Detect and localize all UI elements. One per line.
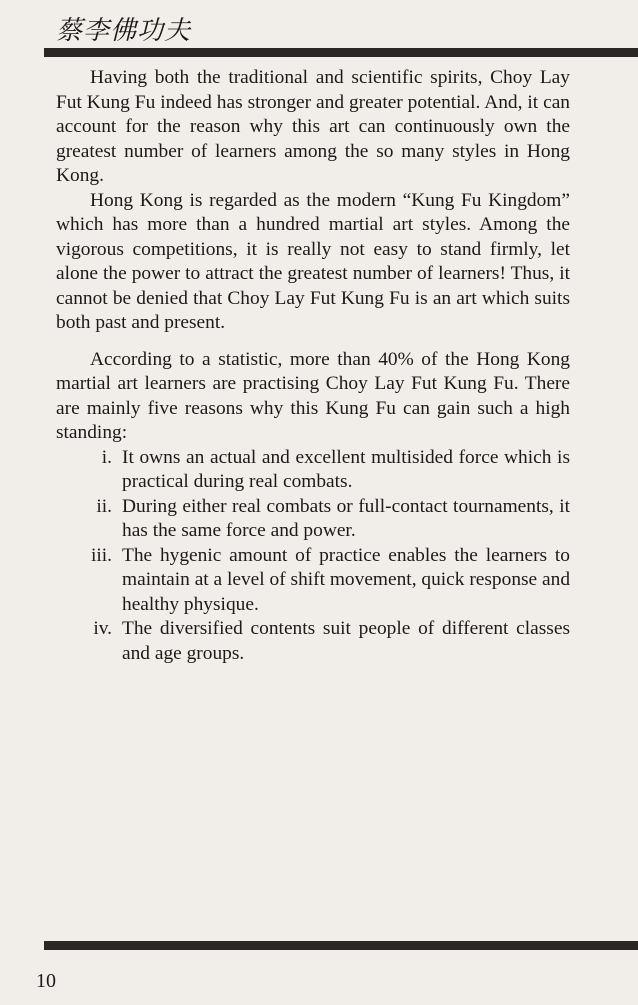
running-header-title: 蔡李佛功夫: [56, 16, 192, 46]
list-item: [56, 446, 570, 495]
list-item-number: i.: [101, 446, 112, 468]
list-item-number: iv.: [93, 618, 112, 639]
header-rule: [44, 48, 638, 57]
paragraph: Hong Kong is regarded as the modern “Kung Fu Kingdom” which has more than a hundred martial art styles. Among the vigorous competitions, it is really not easy to stand firmly, let alone the power to attract the greatest number of learners! Thus, it cannot be denied that Choy Lay Fut Kung Fu is an art which suits both past and present.: [56, 189, 570, 333]
list-item-number: iii.: [90, 544, 112, 566]
footer-rule: [44, 941, 638, 950]
list-item-text: The diversified contents suit people of different classes and age groups.: [122, 618, 570, 664]
reasons-list: [56, 446, 570, 667]
paragraph: Having both the traditional and scientific spirits, Choy Lay Fut Kung Fu indeed has stronger and greater potential. And, it can account for the reason why this art can continuously own the greatest number of learners among the so many styles in Hong Kong.: [56, 67, 570, 186]
list-item: [56, 617, 570, 666]
list-item-text: During either real combats or full-contact tournaments, it has the same force and power.: [122, 495, 570, 541]
page-body: [56, 66, 570, 666]
list-item-number: ii.: [96, 495, 112, 517]
paragraph: According to a statistic, more than 40% of the Hong Kong martial art learners are practising Choy Lay Fut Kung Fu. There are mainly five reasons why this Kung Fu can gain such a high standing:: [56, 348, 570, 443]
list-item-text: The hygenic amount of practice enables the learners to maintain at a level of shift movement, quick response and healthy physique.: [122, 544, 571, 615]
list-item: [56, 495, 570, 544]
list-item-text: It owns an actual and excellent multisided force which is practical during real combats.: [122, 446, 570, 492]
list-item: [56, 544, 570, 618]
page-number: 10: [36, 970, 56, 992]
